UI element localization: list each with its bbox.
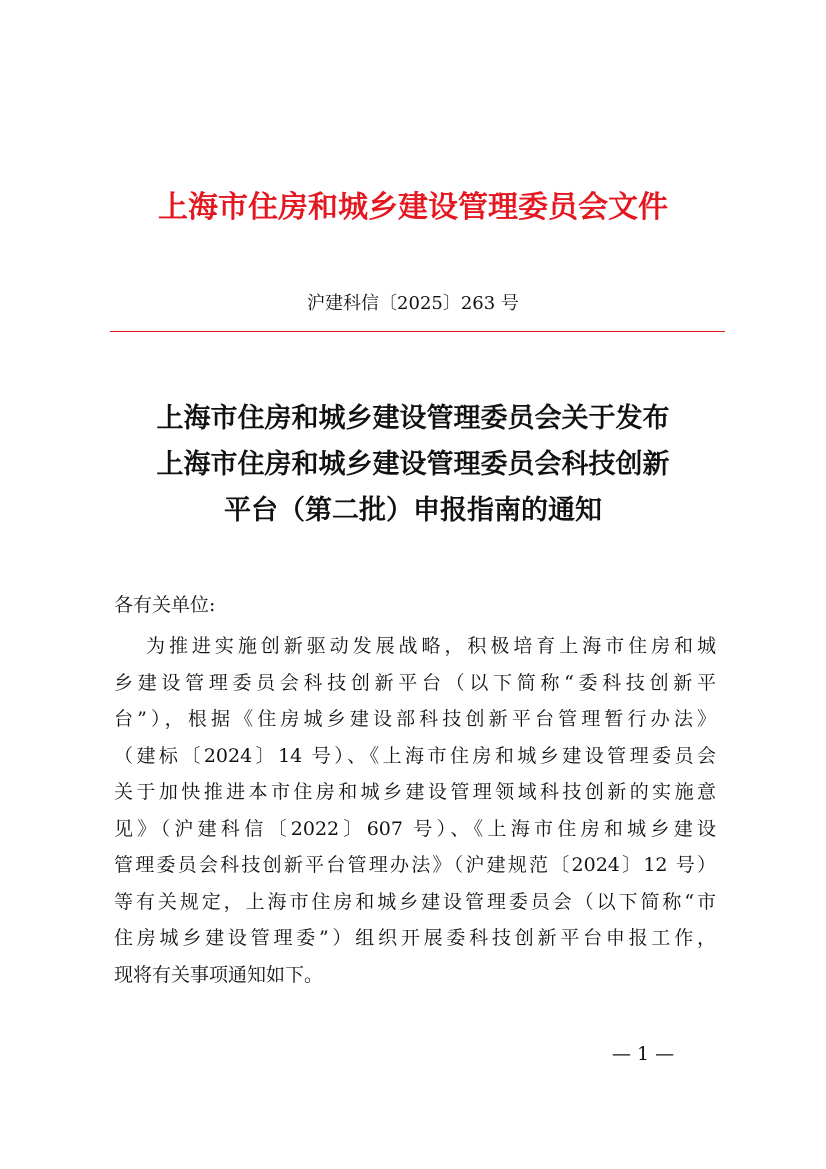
title-line: 平台（第二批）申报指南的通知: [224, 495, 602, 526]
paragraph-line: 管理委员会科技创新平台管理办法》（沪建规范〔2024〕12 号）: [114, 854, 716, 876]
red-divider-line: [110, 331, 725, 332]
paragraph-line: 为推进实施创新驱动发展战略，积极培育上海市住房和城: [146, 635, 716, 657]
paragraph-line: 住房城乡建设管理委”）组织开展委科技创新平台申报工作，: [114, 927, 716, 949]
body-paragraph: [114, 628, 716, 993]
title-line: 上海市住房和城乡建设管理委员会关于发布: [156, 403, 670, 434]
paragraph-line: （建标〔2024〕14 号）、《上海市住房和城乡建设管理委员会: [114, 744, 716, 767]
paragraph-line: 乡建设管理委员会科技创新平台（以下简称“委科技创新平: [114, 671, 716, 694]
paragraph-line: 见》（沪建科信〔2022〕607 号）、《上海市住房和城乡建设: [114, 817, 716, 840]
paragraph-line: 等有关规定，上海市住房和城乡建设管理委员会（以下简称“市: [114, 890, 716, 913]
issuer-header: 上海市住房和城乡建设管理委员会文件: [158, 190, 668, 225]
paragraph-line: 关于加快推进本市住房和城乡建设管理领域科技创新的实施意: [114, 781, 716, 803]
page-number: — 1 —: [612, 1043, 675, 1065]
salutation: 各有关单位:: [114, 594, 216, 616]
paragraph-line: 台”），根据《住房城乡建设部科技创新平台管理暂行办法》: [114, 708, 716, 730]
title-line: 上海市住房和城乡建设管理委员会科技创新: [156, 449, 670, 480]
document-title: [100, 396, 726, 534]
document-number: 沪建科信〔2025〕263 号: [307, 293, 519, 314]
paragraph-line: 现将有关事项通知如下。: [114, 963, 324, 986]
